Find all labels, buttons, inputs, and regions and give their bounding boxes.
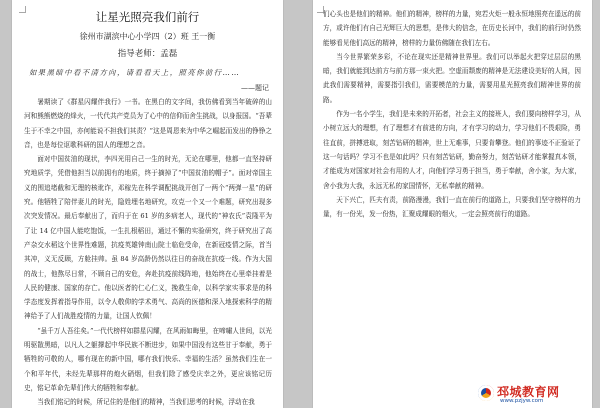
- document-title: 让星光照亮我们前行: [95, 10, 200, 24]
- watermark-site-url: www.pzjyw.com: [500, 398, 544, 404]
- paragraph: 面对中国贫油的现状，李四光用自己一生的时光，无论在哪里，他都一直坚持研究地质学，凭借他担当以前拥有的地质，终于摘掉了“中国贫油的帽子”。面对帝国主义的围追堵截和无理的核讹诈，邓稼先在科学调配挑战开创了一两个“两弹一星”的研究。他牺牲了陪伴妻儿的时光，隐姓埋名地研究，攻克一个又一个难题，研究出现多次突发情况。最后奉献出了，而归于在 61 岁的多病老人，现代的“神农氏”袁隆平为了让 14 亿中国人能吃饱饭，一生扎根稻田，通过不懈的实验研究，终于研究出了高产杂交水稻这个世界性难题，抗疫英雄钟南山院士临危受命，在新冠疫情之际，首当其冲，义无反顾，方舱挂帅。虽 84 岁高龄仍然以往日的奋战在抗疫一线。作为大国的战士，他熬尽日常，不顾自己的安危，奔赴抗疫前线阵地，他始终在心里牵挂着是人民的健康、国家的存亡。他以医者的仁心仁义，挽救生命，以科学家实事求是的科学态度发挥着指导作用，以令人敬仰的学术勇气、高尚的医德和深入地探索科学的精神给予了人们战胜疫情的力量，让国人钦佩！: [24, 155, 272, 321]
- paragraph: 天下兴亡，匹夫有责，前路漫漫，我们一直在前行的道路上，只要我们坚守榜样的力量，有一份光，发一份热，汇聚成耀眼的烟火，一定会照亮前行的道路。: [323, 195, 581, 219]
- paragraph: “虽千万人吾往矣。”一代代榜样如群星闪耀，在风雨如晦里，在啼嘯人世间，以光明驱散黑暗，以凡人之躯撑起中华民族不断进步，如果中国没有这些甘于奉献，勇于牺牲的可敬的人，哪有现在的新中国，哪有我们快乐、幸福的生活？虽然我们生在一个和平年代，未经先辈那样的炮火硝烟，但我们除了感受庆幸之外，更应该铭记历史，铭记革命先辈们伟大的牺牲和奉献。: [24, 326, 272, 392]
- epigraph: 如果黑暗中看不清方向，请看看天上，照亮你前行……: [29, 68, 241, 77]
- author-line: 徐州市湖滨中心小学四（2）班 王一衡: [79, 32, 216, 41]
- paragraph: 暑期读了《群星闪耀伴我行》一书。在黑白的文字间，我仿佛看到当年破碎的山河和熊熊燃烧的烽火，一代代共产党员为了心中的信仰而舍生挑战，以身报国。“吾辈生于不幸之中国，亦何能说不担我们其责？”这是周恩来为中华之崛起而发出的铮铮之音，也是每位讴歌科研的国人的理想之音。: [24, 98, 272, 149]
- paragraph: 当我们铭记的时候，所记住的是他们的精神，当我们思考的时候，浮动在我: [37, 398, 255, 407]
- document-page-right[interactable]: [313, 0, 592, 408]
- site-watermark: [478, 382, 590, 406]
- document-page-left[interactable]: [12, 0, 283, 408]
- site-logo-icon: [478, 385, 494, 401]
- paragraph: 当今世界繁荣多彩，不论在现实还是精神世界里。我们可以举起火把穿过层层的黑暗，我们就能到达前方与前方那一束火把。空虚而颓废的精神是无法建设美好的人间，因此我们需要精神，需要指引我们，需要模范的力量，需要用星光照亮我们精神世界的前路。: [323, 52, 581, 104]
- paragraph-continued: 们心头也是他们的精神。他们的精神，榜样的力量，宛若火炬一般永恒地照亮在遥远的前方，或许他们有自己光辉巨大的思想，是伟大的信念，在历史长河中，我们的前行时仍然能够看见他们高远的精神，榜样的力量仿佛随在我们左右。: [323, 10, 581, 47]
- watermark-site-name: 邳城教育网: [497, 385, 560, 399]
- page-body: [24, 95, 272, 408]
- teacher-line: 指导老师：孟磊: [117, 49, 178, 59]
- paragraph: 作为一名小学生，我们是未来的开拓者，社会主义的接班人，我们要向榜样学习，从小树立远大的理想，有了理想才有前进的方向，才有学习的动力，学习他们不畏艰险，勇往直前，拼搏进取，刻苦钻研的精神，世上无难事，只要肯攀登。他们的事迹不正验证了这一句话吗？学习不也是如此吗？只有刻苦钻研，勤奋努力，刻苦钻研才能掌握真本领，才能成为对国家对社会有用的人才，向他们学习勇于担当，勇于奉献，舍小家，为大家，舍小我为大我，永远无私的家国情怀，无私奉献的精神。: [323, 110, 581, 190]
- page-body: [323, 7, 581, 221]
- epigraph-source: ——题记: [241, 84, 269, 92]
